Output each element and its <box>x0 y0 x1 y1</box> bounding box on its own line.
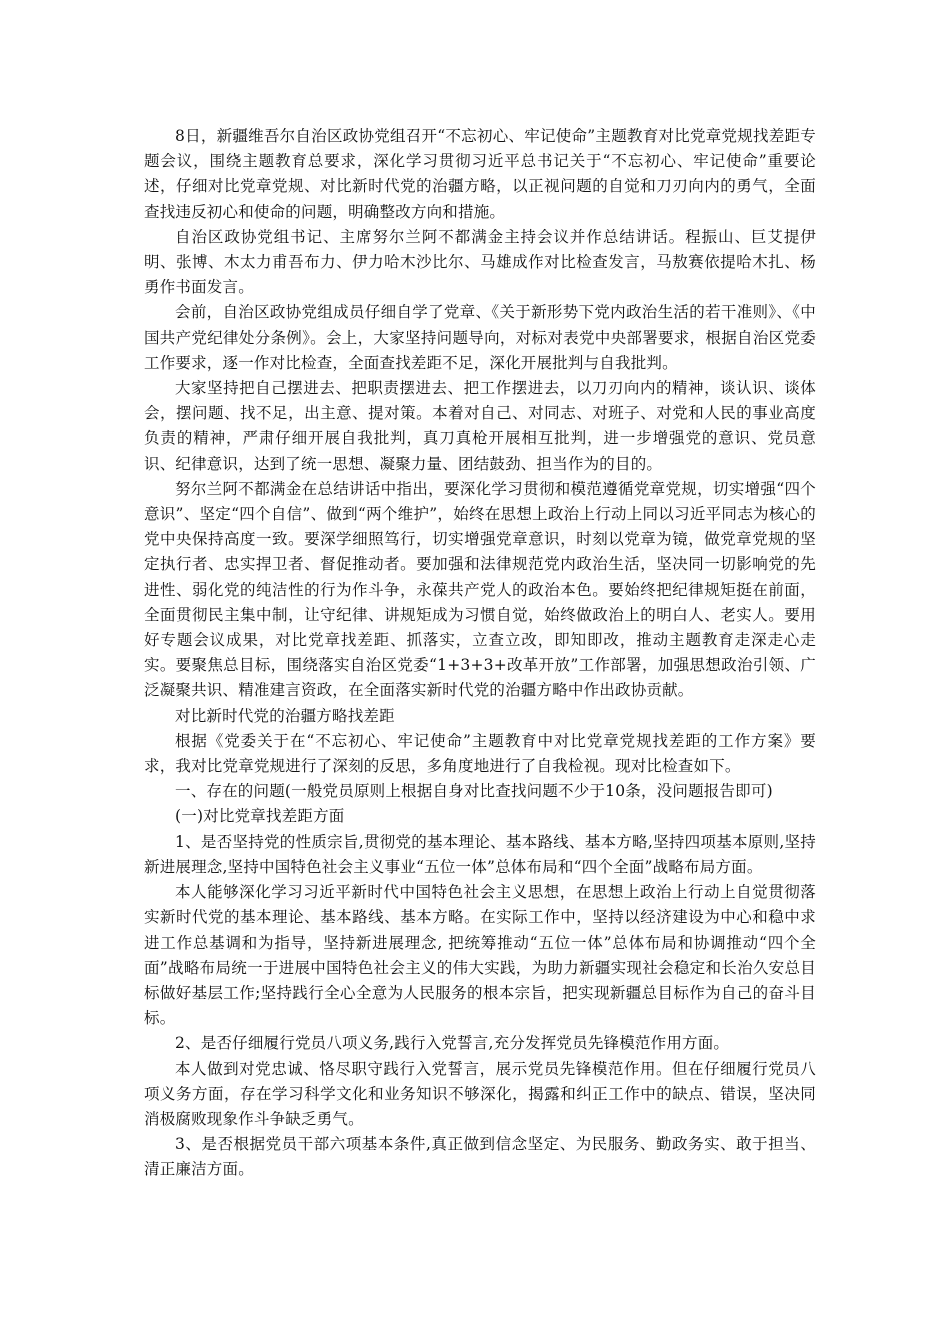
paragraph: 大家坚持把自己摆进去、把职责摆进去、把工作摆进去，以刀刃向内的精神，谈认识、谈体会，摆问题、找不足，出主意、提对策。本着对自己、对同志、对班子、对党和人民的事业高度负责的精神，严肃仔细开展自我批判，真刀真枪开展相互批判，进一步增强党的意识、党员意识、纪律意识，达到了统一思想、凝聚力量、团结鼓劲、担当作为的目的。 <box>144 379 816 473</box>
document-body <box>144 124 816 1183</box>
question-item: 2、是否仔细履行党员八项义务,践行入党誓言,充分发挥党员先锋模范作用方面。 <box>175 1034 730 1053</box>
paragraph: 努尔兰阿不都满金在总结讲话中指出，要深化学习贯彻和模范遵循党章党规，切实增强“四个意识”、坚定“四个自信”、做到“两个维护”，始终在思想上政治上行动上同以习近平同志为核心的党中央保持高度一致。要深学细照笃行，切实增强党章意识，时刻以党章为镜，做党章党规的坚定执行者、忠实捍卫者、督促推动者。要加强和法律规范党内政治生活，坚决同一切影响党的先进性、弱化党的纯洁性的行为作斗争，永葆共产党人的政治本色。要始终把纪律规矩挺在前面，全面贯彻民主集中制，让守纪律、讲规矩成为习惯自觉，始终做政治上的明白人、老实人。要用好专题会议成果，对比党章找差距、抓落实，立查立改，即知即改，推动主题教育走深走心走实。要聚焦总目标，围绕落实自治区党委“1+3+3+改革开放”工作部署，加强思想政治引领、广泛凝聚共识、精准建言资政，在全面落实新时代党的治疆方略中作出政协贡献。 <box>144 479 816 700</box>
paragraph: 会前，自治区政协党组成员仔细自学了党章、《关于新形势下党内政治生活的若干准则》、《中国共产党纪律处分条例》。会上，大家坚持问题导向，对标对表党中央部署要求，根据自治区党委工作要求，逐一作对比检查，全面查找差距不足，深化开展批判与自我批判。 <box>144 303 816 372</box>
question-item: 3、是否根据党员干部六项基本条件,真正做到信念坚定、为民服务、勤政务实、敢于担当、清正廉洁方面。 <box>144 1135 816 1179</box>
paragraph: 本人做到对党忠诚、恪尽职守践行入党誓言，展示党员先锋模范作用。但在仔细履行党员八项义务方面，存在学习科学文化和业务知识不够深化，揭露和纠正工作中的缺点、错误，坚决同消极腐败现象作斗争缺乏勇气。 <box>144 1059 816 1128</box>
section-heading: 对比新时代党的治疆方略找差距 <box>175 706 395 725</box>
question-item: 1、是否坚持党的性质宗旨,贯彻党的基本理论、基本路线、基本方略,坚持四项基本原则,坚持新进展理念,坚持中国特色社会主义事业“五位一体”总体布局和“四个全面”战略布局方面。 <box>144 832 816 876</box>
paragraph: 本人能够深化学习习近平新时代中国特色社会主义思想，在思想上政治上行动上自觉贯彻落实新时代党的基本理论、基本路线、基本方略。在实际工作中，坚持以经济建设为中心和稳中求进工作总基调和为指导，坚持新进展理念, 把统筹推动“五位一体”总体布局和协调推动“四个全面”战略布局统一于进展中国特色社会主义的伟大实践，为助力新疆实现社会稳定和长治久安总目标做好基层工作;坚持践行全心全意为人民服务的根本宗旨，把实现新疆总目标作为自己的奋斗目标。 <box>144 883 816 1028</box>
paragraph: 8日，新疆维吾尔自治区政协党组召开“不忘初心、牢记使命”主题教育对比党章党规找差距专题会议，围绕主题教育总要求，深化学习贯彻习近平总书记关于“不忘初心、牢记使命”重要论述，仔细对比党章党规、对比新时代党的治疆方略，以正视问题的自觉和刀刃向内的勇气，全面查找违反初心和使命的问题，明确整改方向和措施。 <box>144 127 816 221</box>
paragraph: 自治区政协党组书记、主席努尔兰阿不都满金主持会议并作总结讲话。程振山、巨艾提伊明、张博、木太力甫吾布力、伊力哈木沙比尔、马雄成作对比检查发言，马敖赛依提哈木扎、杨勇作书面发言。 <box>144 227 816 297</box>
subsection-heading: (一)对比党章找差距方面 <box>175 807 345 826</box>
section-heading: 一、存在的问题(一般党员原则上根据自身对比查找问题不少于10条，没问题报告即可) <box>175 782 773 801</box>
paragraph: 根据《党委关于在“不忘初心、牢记使命”主题教育中对比党章党规找差距的工作方案》要求，我对比党章党规进行了深刻的反思，多角度地进行了自我检视。现对比检查如下。 <box>144 731 816 776</box>
